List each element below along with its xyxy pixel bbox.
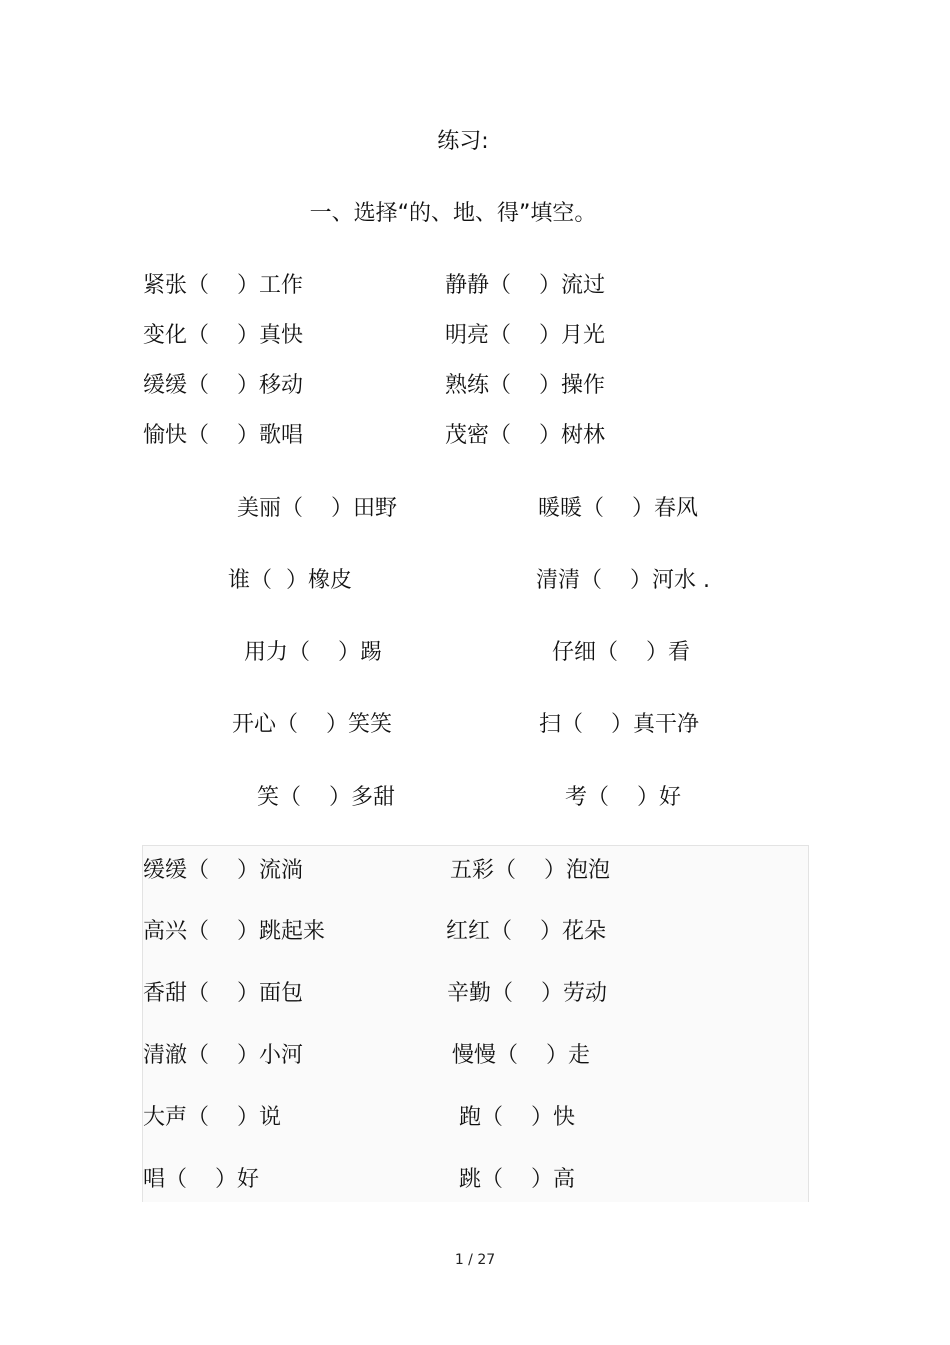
exercise-item: 辛勤（ ）劳动 <box>447 981 607 1006</box>
exercise-item: 变化（ ）真快 <box>143 323 303 348</box>
exercise-item: 美丽（ ）田野 <box>237 496 397 521</box>
exercise-item: 考（ ）好 <box>565 785 681 810</box>
exercise-item: 清清（ ）河水 . <box>536 568 710 593</box>
exercise-item: 慢慢（ ）走 <box>452 1043 590 1068</box>
exercise-item: 开心（ ）笑笑 <box>232 712 392 737</box>
exercise-item: 跑（ ）快 <box>459 1105 575 1130</box>
exercise-item: 明亮（ ）月光 <box>445 323 605 348</box>
exercise-item: 谁（ ）橡皮 <box>228 568 352 593</box>
exercise-item: 笑（ ）多甜 <box>257 785 395 810</box>
exercise-item: 仔细（ ）看 <box>552 640 690 665</box>
exercise-item: 缓缓（ ）移动 <box>143 373 303 398</box>
exercise-item: 跳（ ）高 <box>459 1167 575 1192</box>
exercise-item: 扫（ ）真干净 <box>539 712 699 737</box>
exercise-item: 熟练（ ）操作 <box>445 373 605 398</box>
page-number: 1 / 27 <box>454 1252 496 1268</box>
exercise-item: 唱（ ）好 <box>143 1167 259 1192</box>
exercise-item: 用力（ ）踢 <box>244 640 382 665</box>
exercise-item: 高兴（ ）跳起来 <box>143 919 325 944</box>
exercise-item: 大声（ ）说 <box>143 1105 281 1130</box>
exercise-item: 香甜（ ）面包 <box>143 981 303 1006</box>
exercise-item: 红红（ ）花朵 <box>446 919 606 944</box>
exercise-item: 静静（ ）流过 <box>445 273 605 298</box>
section-heading: 一、选择“的、地、得”填空。 <box>309 201 597 226</box>
exercise-item: 愉快（ ）歌唱 <box>143 423 303 448</box>
exercise-item: 茂密（ ）树林 <box>445 423 605 448</box>
exercise-item: 紧张（ ）工作 <box>143 273 303 298</box>
exercise-box <box>142 845 809 1202</box>
page-title: 练习: <box>437 129 489 154</box>
exercise-item: 五彩（ ）泡泡 <box>450 858 610 883</box>
exercise-item: 暖暖（ ）春风 <box>538 496 698 521</box>
exercise-item: 清澈（ ）小河 <box>143 1043 303 1068</box>
exercise-item: 缓缓（ ）流淌 <box>143 858 303 883</box>
